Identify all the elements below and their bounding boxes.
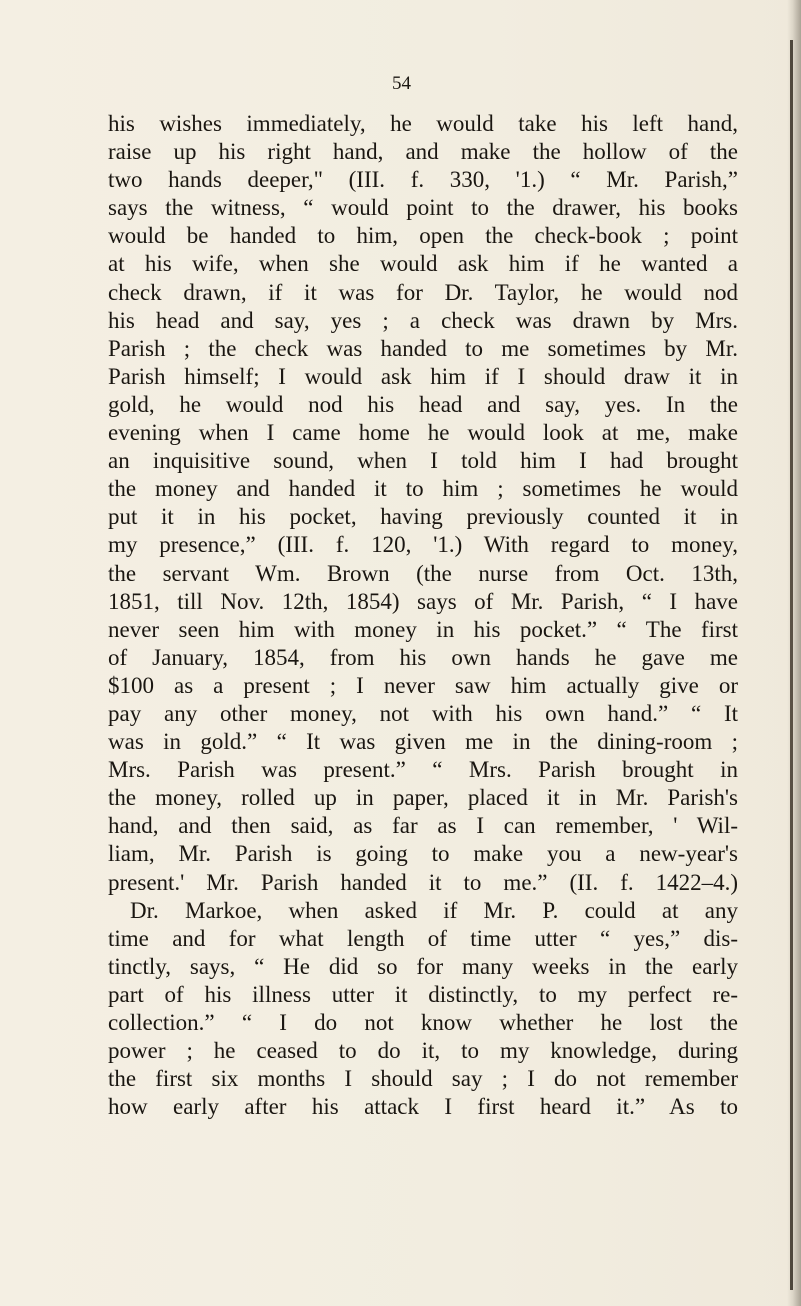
text-line: never seen him with money in his pocket.” “ The first	[108, 616, 738, 642]
text-line: of January, 1854, from his own hands he gave me	[108, 644, 738, 670]
text-line: says the witness, “ would point to the drawer, his books	[108, 195, 738, 221]
text-line: evening when I came home he would look at me, make	[108, 420, 738, 446]
text-line: the servant Wm. Brown (the nurse from Oct. 13th,	[108, 560, 738, 586]
text-line: gold, he would nod his head and say, yes. In the	[108, 391, 738, 417]
text-line: liam, Mr. Parish is going to make you a new-year's	[108, 841, 738, 867]
text-line: the money, rolled up in paper, placed it in Mr. Parish's	[108, 785, 738, 811]
text-line: two hands deeper," (III. f. 330, '1.) “ Mr. Parish,”	[108, 167, 738, 193]
text-line: time and for what length of time utter “ yes,” dis-	[108, 925, 738, 951]
text-line: collection.” “ I do not know whether he lost the	[108, 1010, 738, 1035]
text-line: tinctly, says, “ He did so for many weeks in the early	[108, 953, 738, 979]
text-line: at his wife, when she would ask him if he wanted a	[108, 251, 738, 277]
text-line: 1851, till Nov. 12th, 1854) says of Mr. Parish, “ I have	[108, 588, 738, 614]
text-line: part of his illness utter it distinctly, to my perfect re-	[108, 981, 738, 1007]
text-line: power ; he ceased to do it, to my knowledge, during	[108, 1038, 738, 1064]
text-line: Dr. Markoe, when asked if Mr. P. could at any	[130, 897, 738, 923]
text-line: an inquisitive sound, when I told him I had brought	[108, 448, 738, 474]
text-line: was in gold.” “ It was given me in the dining-room ;	[108, 729, 738, 755]
text-line: the first six months I should say ; I do not remember	[108, 1066, 738, 1092]
text-line: Mrs. Parish was present.” “ Mrs. Parish brought in	[108, 757, 738, 783]
text-line: raise up his right hand, and make the hollow of the	[108, 139, 738, 165]
body-text	[108, 110, 738, 1121]
text-line: Parish ; the check was handed to me sometimes by Mr.	[108, 335, 738, 361]
text-line: would be handed to him, open the check-book ; point	[108, 223, 738, 249]
text-line: put it in his pocket, having previously counted it in	[108, 504, 738, 530]
text-line: present.' Mr. Parish handed it to me.” (II. f. 1422–4.)	[108, 869, 738, 895]
text-line: his head and say, yes ; a check was drawn by Mrs.	[108, 307, 738, 333]
text-line: hand, and then said, as far as I can remember, ' Wil-	[108, 813, 738, 839]
binding-edge	[790, 40, 793, 1290]
text-line: how early after his attack I first heard it.” As to	[108, 1094, 738, 1120]
page-number: 54	[392, 73, 411, 94]
text-line: my presence,” (III. f. 120, '1.) With regard to money,	[108, 532, 738, 558]
text-line: check drawn, if it was for Dr. Taylor, he would nod	[108, 279, 738, 305]
text-line: Parish himself; I would ask him if I should draw it in	[108, 363, 738, 389]
text-line: the money and handed it to him ; sometimes he would	[108, 476, 738, 502]
text-line: $100 as a present ; I never saw him actually give or	[108, 672, 738, 698]
text-line: pay any other money, not with his own hand.” “ It	[108, 700, 738, 726]
text-line: his wishes immediately, he would take his left hand,	[108, 111, 738, 136]
